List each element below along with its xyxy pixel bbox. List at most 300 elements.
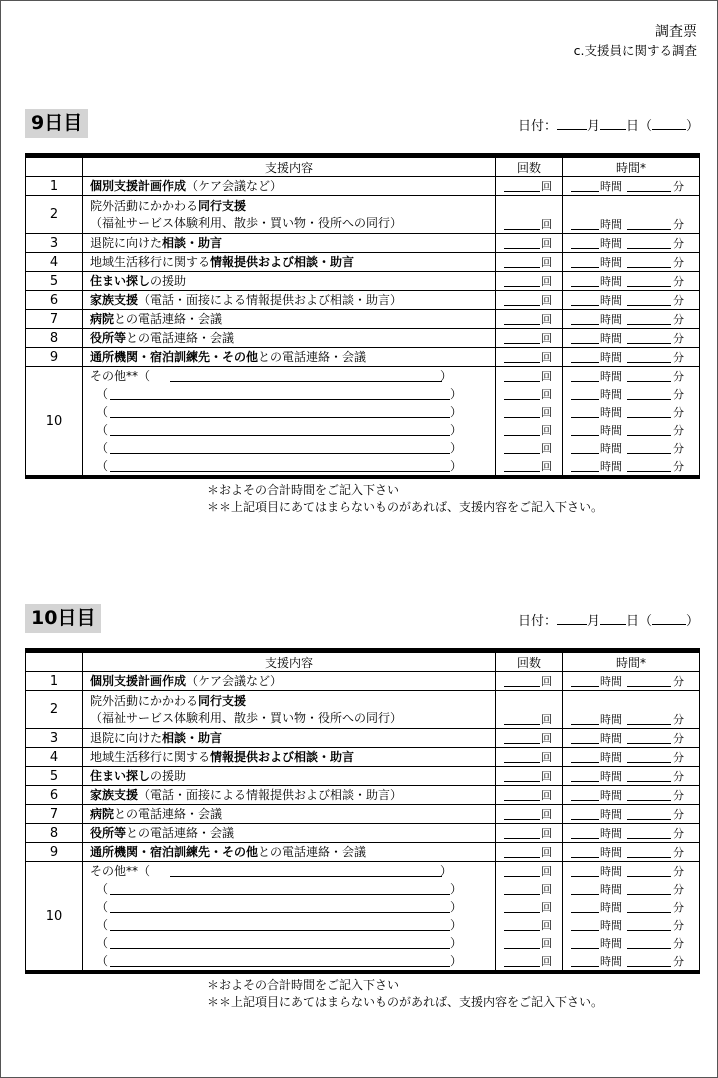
row-content [83, 291, 496, 310]
other-input-blank[interactable] [110, 894, 450, 895]
hour-unit: 時間 [600, 901, 622, 914]
other-input-blank[interactable] [110, 435, 450, 436]
count-unit: 回 [541, 218, 552, 231]
other-input-blank[interactable] [110, 912, 450, 913]
paren-open: （ [96, 918, 109, 932]
header-time: 時間* [563, 156, 700, 177]
date-prefix: 日付： [517, 119, 557, 134]
day-header [25, 109, 699, 153]
minutes-input-blank[interactable] [627, 286, 671, 287]
weekday-input-blank[interactable] [652, 117, 686, 130]
paren-open: （ [96, 423, 109, 437]
count-unit: 回 [541, 424, 552, 437]
minute-unit: 分 [673, 937, 684, 950]
hours-input-blank[interactable] [571, 343, 599, 344]
count-unit: 回 [541, 808, 552, 821]
other-entry-line [90, 403, 490, 421]
minutes-input-blank[interactable] [627, 857, 671, 858]
paren-close: ） [450, 900, 463, 914]
paren-open: （ [96, 900, 109, 914]
count-cell [496, 729, 563, 748]
content-emphasis: 病院 [90, 311, 115, 326]
minutes-input-blank[interactable] [627, 191, 671, 192]
minutes-input-blank[interactable] [627, 724, 671, 725]
hour-unit: 時間 [600, 351, 622, 364]
row-number: 6 [26, 786, 83, 805]
minutes-input-blank[interactable] [627, 743, 671, 744]
hours-input-blank[interactable] [571, 286, 599, 287]
row-content [83, 824, 496, 843]
table-row [26, 767, 700, 786]
count-input-blank[interactable] [504, 724, 540, 725]
time-cell [563, 729, 700, 748]
hour-unit: 時間 [600, 460, 622, 473]
count-unit: 回 [541, 846, 552, 859]
count-input-blank[interactable] [504, 876, 540, 877]
count-input-blank[interactable] [504, 417, 540, 418]
minutes-input-blank[interactable] [627, 417, 671, 418]
time-cell [563, 691, 700, 729]
count-input-blank[interactable] [504, 267, 540, 268]
count-unit: 回 [541, 332, 552, 345]
content-emphasis: 相談・助言 [162, 730, 223, 745]
other-time-cell [563, 367, 700, 478]
count-input-blank[interactable] [504, 286, 540, 287]
hour-unit: 時間 [600, 919, 622, 932]
minute-unit: 分 [673, 919, 684, 932]
count-input-blank[interactable] [504, 453, 540, 454]
table-row [26, 348, 700, 367]
hours-input-blank[interactable] [571, 229, 599, 230]
document-subtitle: c.支援員に関する調査 [573, 43, 697, 58]
hour-unit: 時間 [600, 827, 622, 840]
minutes-input-blank[interactable] [627, 399, 671, 400]
minutes-input-blank[interactable] [627, 838, 671, 839]
minutes-input-blank[interactable] [627, 948, 671, 949]
row-number: 5 [26, 272, 83, 291]
row-content [83, 691, 496, 729]
minutes-input-blank[interactable] [627, 966, 671, 967]
other-entry-line [90, 898, 490, 916]
hour-unit: 時間 [600, 732, 622, 745]
count-input-blank[interactable] [504, 381, 540, 382]
content-text: 院外活動にかかわる [90, 198, 199, 213]
table-row-other [26, 367, 700, 478]
other-entry-line [90, 457, 490, 475]
minutes-input-blank[interactable] [627, 267, 671, 268]
row-number: 10 [26, 862, 83, 973]
content-emphasis: 個別支援計画作成 [90, 178, 187, 193]
table-row [26, 805, 700, 824]
count-unit: 回 [541, 256, 552, 269]
count-input-blank[interactable] [504, 324, 540, 325]
minutes-input-blank[interactable] [627, 781, 671, 782]
count-cell [496, 824, 563, 843]
date-field [518, 610, 699, 629]
count-input-blank[interactable] [504, 930, 540, 931]
row-content [83, 672, 496, 691]
minute-unit: 分 [673, 180, 684, 193]
other-entry-line [90, 385, 490, 403]
paren-close: ） [450, 882, 463, 896]
count-input-blank[interactable] [504, 471, 540, 472]
count-input-blank[interactable] [504, 800, 540, 801]
minute-unit: 分 [673, 313, 684, 326]
hours-input-blank[interactable] [571, 894, 599, 895]
day-header [25, 604, 699, 648]
paren-close: ） [450, 936, 463, 950]
content-text: との電話連絡・会議 [114, 806, 223, 821]
hour-unit: 時間 [600, 275, 622, 288]
note-other-content: ＊＊上記項目にあてはまらないものがあれば、支援内容をご記入下さい。 [207, 995, 604, 1009]
row-number: 2 [26, 196, 83, 234]
count-input-blank[interactable] [504, 966, 540, 967]
paren-close: ） [440, 864, 453, 878]
count-input-blank[interactable] [504, 838, 540, 839]
other-input-blank[interactable] [110, 453, 450, 454]
minutes-input-blank[interactable] [627, 686, 671, 687]
other-input-blank[interactable] [110, 930, 450, 931]
hours-input-blank[interactable] [571, 381, 599, 382]
minute-unit: 分 [673, 442, 684, 455]
table-row [26, 310, 700, 329]
content-emphasis: 役所等 [90, 825, 127, 840]
hours-input-blank[interactable] [571, 930, 599, 931]
time-cell [563, 329, 700, 348]
minutes-input-blank[interactable] [627, 435, 671, 436]
count-unit: 回 [541, 827, 552, 840]
day-input-blank[interactable] [600, 117, 626, 130]
hour-unit: 時間 [600, 675, 622, 688]
count-unit: 回 [541, 901, 552, 914]
minute-unit: 分 [673, 789, 684, 802]
paren-close: ） [450, 423, 463, 437]
minutes-input-blank[interactable] [627, 248, 671, 249]
table-row [26, 253, 700, 272]
hours-input-blank[interactable] [571, 686, 599, 687]
paren-close: ） [450, 405, 463, 419]
month-input-blank[interactable] [557, 117, 587, 130]
time-cell [563, 672, 700, 691]
row-number: 2 [26, 691, 83, 729]
other-time-cell [563, 862, 700, 973]
row-number: 8 [26, 824, 83, 843]
content-emphasis: 病院 [90, 806, 115, 821]
count-cell [496, 786, 563, 805]
content-emphasis: 情報提供および相談・助言 [210, 254, 355, 269]
table-row [26, 234, 700, 253]
table-row [26, 291, 700, 310]
minute-unit: 分 [673, 237, 684, 250]
note-total-time: ＊およその合計時間をご記入下さい [207, 978, 400, 992]
hours-input-blank[interactable] [571, 743, 599, 744]
other-input-blank[interactable] [170, 876, 442, 877]
minutes-input-blank[interactable] [627, 762, 671, 763]
table-header-row [26, 156, 700, 177]
count-unit: 回 [541, 751, 552, 764]
table-row [26, 272, 700, 291]
count-input-blank[interactable] [504, 343, 540, 344]
paren-close: ） [450, 918, 463, 932]
hour-unit: 時間 [600, 424, 622, 437]
count-unit: 回 [541, 919, 552, 932]
hour-unit: 時間 [600, 442, 622, 455]
minute-unit: 分 [673, 460, 684, 473]
content-emphasis: 役所等 [90, 330, 127, 345]
hour-unit: 時間 [600, 180, 622, 193]
minute-unit: 分 [673, 370, 684, 383]
minutes-input-blank[interactable] [627, 819, 671, 820]
count-cell [496, 234, 563, 253]
row-number: 1 [26, 672, 83, 691]
minute-unit: 分 [673, 713, 684, 726]
other-input-blank[interactable] [110, 417, 450, 418]
other-input-blank[interactable] [110, 948, 450, 949]
hours-input-blank[interactable] [571, 800, 599, 801]
minute-unit: 分 [673, 256, 684, 269]
header-content: 支援内容 [83, 651, 496, 672]
row-number: 5 [26, 767, 83, 786]
content-text: の援助 [150, 768, 187, 783]
count-unit: 回 [541, 732, 552, 745]
month-label: 月 [586, 614, 600, 629]
hours-input-blank[interactable] [571, 362, 599, 363]
row-content [83, 253, 496, 272]
count-input-blank[interactable] [504, 305, 540, 306]
other-input-blank[interactable] [170, 381, 442, 382]
hours-input-blank[interactable] [571, 453, 599, 454]
row-number: 3 [26, 234, 83, 253]
day-input-blank[interactable] [600, 612, 626, 625]
hours-input-blank[interactable] [571, 399, 599, 400]
count-input-blank[interactable] [504, 435, 540, 436]
minute-unit: 分 [673, 351, 684, 364]
hour-unit: 時間 [600, 237, 622, 250]
row-content [83, 329, 496, 348]
minutes-input-blank[interactable] [627, 894, 671, 895]
count-cell [496, 272, 563, 291]
count-unit: 回 [541, 865, 552, 878]
row-number: 3 [26, 729, 83, 748]
hours-input-blank[interactable] [571, 966, 599, 967]
minutes-input-blank[interactable] [627, 305, 671, 306]
count-cell [496, 291, 563, 310]
count-unit: 回 [541, 460, 552, 473]
count-input-blank[interactable] [504, 894, 540, 895]
hour-unit: 時間 [600, 388, 622, 401]
count-cell [496, 691, 563, 729]
hours-input-blank[interactable] [571, 305, 599, 306]
other-input-blank[interactable] [110, 471, 450, 472]
minute-unit: 分 [673, 406, 684, 419]
hour-unit: 時間 [600, 883, 622, 896]
content-text: （電話・面接による情報提供および相談・助言） [138, 292, 403, 307]
minutes-input-blank[interactable] [627, 471, 671, 472]
note-total-time: ＊およその合計時間をご記入下さい [207, 483, 400, 497]
minute-unit: 分 [673, 332, 684, 345]
hour-unit: 時間 [600, 218, 622, 231]
day-section-9 [25, 109, 699, 516]
hours-input-blank[interactable] [571, 248, 599, 249]
day-section-10 [25, 604, 699, 1011]
paren-open: （ [96, 459, 109, 473]
minute-unit: 分 [673, 732, 684, 745]
content-text: との電話連絡・会議 [258, 844, 367, 859]
count-unit: 回 [541, 937, 552, 950]
hours-input-blank[interactable] [571, 267, 599, 268]
content-emphasis: 同行支援 [198, 198, 247, 213]
hours-input-blank[interactable] [571, 819, 599, 820]
other-entry-line [90, 421, 490, 439]
row-content [83, 805, 496, 824]
table-row-other [26, 862, 700, 973]
hours-input-blank[interactable] [571, 724, 599, 725]
count-input-blank[interactable] [504, 762, 540, 763]
day-label: 10日目 [25, 604, 101, 633]
count-cell [496, 767, 563, 786]
content-detail: （福祉サービス体験利用、散歩・買い物・役所への同行） [90, 710, 403, 725]
minute-unit: 分 [673, 275, 684, 288]
count-input-blank[interactable] [504, 686, 540, 687]
paren-open: （ [96, 936, 109, 950]
table-row [26, 196, 700, 234]
other-input-blank[interactable] [110, 399, 450, 400]
hours-input-blank[interactable] [571, 857, 599, 858]
close-paren: ） [685, 119, 699, 134]
time-cell [563, 272, 700, 291]
count-unit: 回 [541, 955, 552, 968]
table-header-row [26, 651, 700, 672]
minutes-input-blank[interactable] [627, 912, 671, 913]
count-input-blank[interactable] [504, 781, 540, 782]
time-cell [563, 291, 700, 310]
month-label: 月 [586, 119, 600, 134]
table-row [26, 672, 700, 691]
hours-input-blank[interactable] [571, 838, 599, 839]
count-input-blank[interactable] [504, 948, 540, 949]
minutes-input-blank[interactable] [627, 800, 671, 801]
count-unit: 回 [541, 351, 552, 364]
minute-unit: 分 [673, 388, 684, 401]
other-input-blank[interactable] [110, 966, 450, 967]
count-input-blank[interactable] [504, 912, 540, 913]
hours-input-blank[interactable] [571, 471, 599, 472]
count-input-blank[interactable] [504, 248, 540, 249]
content-emphasis: 家族支援 [90, 787, 139, 802]
hours-input-blank[interactable] [571, 876, 599, 877]
content-text: との電話連絡・会議 [126, 330, 235, 345]
count-unit: 回 [541, 180, 552, 193]
time-cell [563, 177, 700, 196]
count-input-blank[interactable] [504, 191, 540, 192]
table-row [26, 177, 700, 196]
count-unit: 回 [541, 713, 552, 726]
hours-input-blank[interactable] [571, 417, 599, 418]
count-unit: 回 [541, 675, 552, 688]
minutes-input-blank[interactable] [627, 453, 671, 454]
minutes-input-blank[interactable] [627, 362, 671, 363]
paren-open: （ [96, 387, 109, 401]
header-number [26, 156, 83, 177]
minutes-input-blank[interactable] [627, 930, 671, 931]
count-unit: 回 [541, 237, 552, 250]
hours-input-blank[interactable] [571, 191, 599, 192]
row-content [83, 767, 496, 786]
paren-open: （ [96, 405, 109, 419]
count-cell [496, 348, 563, 367]
header-time: 時間* [563, 651, 700, 672]
content-emphasis: 相談・助言 [162, 235, 223, 250]
minutes-input-blank[interactable] [627, 876, 671, 877]
other-content-cell [83, 367, 496, 478]
count-input-blank[interactable] [504, 229, 540, 230]
day-label: 9日目 [25, 109, 88, 138]
minute-unit: 分 [673, 865, 684, 878]
content-text: との電話連絡・会議 [258, 349, 367, 364]
count-input-blank[interactable] [504, 743, 540, 744]
hours-input-blank[interactable] [571, 435, 599, 436]
table-row [26, 786, 700, 805]
content-text: 院外活動にかかわる [90, 693, 199, 708]
content-emphasis: 家族支援 [90, 292, 139, 307]
minutes-input-blank[interactable] [627, 343, 671, 344]
hours-input-blank[interactable] [571, 912, 599, 913]
minutes-input-blank[interactable] [627, 324, 671, 325]
content-emphasis: 通所機関・宿泊訓練先・その他 [90, 844, 259, 859]
content-text: の援助 [150, 273, 187, 288]
row-number: 9 [26, 843, 83, 862]
content-text: 地域生活移行に関する [90, 749, 211, 764]
minute-unit: 分 [673, 808, 684, 821]
other-entry-line [90, 862, 490, 880]
minutes-input-blank[interactable] [627, 229, 671, 230]
hour-unit: 時間 [600, 865, 622, 878]
hours-input-blank[interactable] [571, 324, 599, 325]
row-content [83, 196, 496, 234]
count-input-blank[interactable] [504, 819, 540, 820]
paren-open: （ [96, 954, 109, 968]
other-entry-line [90, 439, 490, 457]
minute-unit: 分 [673, 751, 684, 764]
content-detail: （福祉サービス体験利用、散歩・買い物・役所への同行） [90, 215, 403, 230]
row-number: 10 [26, 367, 83, 478]
paren-close: ） [450, 387, 463, 401]
month-input-blank[interactable] [557, 612, 587, 625]
hour-unit: 時間 [600, 808, 622, 821]
other-entry-line [90, 952, 490, 970]
hours-input-blank[interactable] [571, 948, 599, 949]
count-input-blank[interactable] [504, 399, 540, 400]
time-cell [563, 196, 700, 234]
row-number: 9 [26, 348, 83, 367]
hours-input-blank[interactable] [571, 762, 599, 763]
count-input-blank[interactable] [504, 362, 540, 363]
hours-input-blank[interactable] [571, 781, 599, 782]
count-cell [496, 196, 563, 234]
content-emphasis: 通所機関・宿泊訓練先・その他 [90, 349, 259, 364]
minutes-input-blank[interactable] [627, 381, 671, 382]
row-number: 8 [26, 329, 83, 348]
minute-unit: 分 [673, 827, 684, 840]
other-count-cell [496, 367, 563, 478]
hour-unit: 時間 [600, 294, 622, 307]
count-input-blank[interactable] [504, 857, 540, 858]
hour-unit: 時間 [600, 770, 622, 783]
date-field [518, 115, 699, 134]
content-emphasis: 住まい探し [90, 768, 151, 783]
count-unit: 回 [541, 770, 552, 783]
weekday-input-blank[interactable] [652, 612, 686, 625]
